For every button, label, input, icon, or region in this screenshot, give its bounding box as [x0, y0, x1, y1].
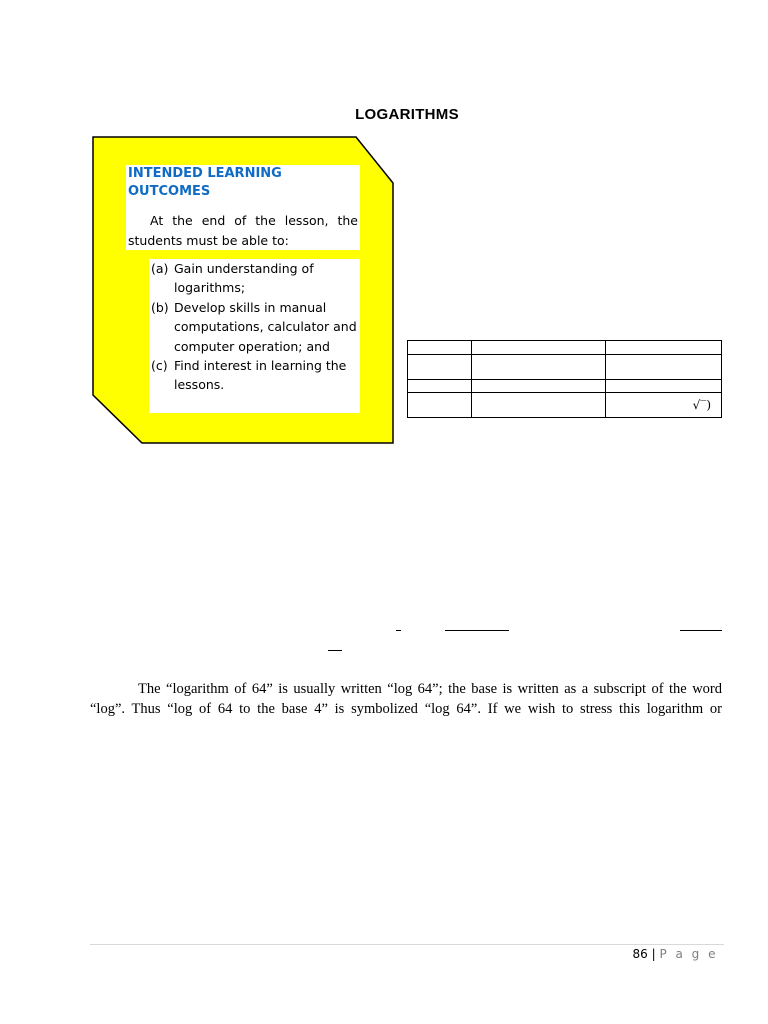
fraction-bar	[396, 630, 401, 631]
page-number: 86	[632, 947, 648, 961]
footer-divider	[90, 944, 724, 945]
fraction-bar	[328, 650, 342, 651]
table-cell	[472, 380, 605, 393]
table-cell	[408, 341, 472, 355]
page-title: LOGARITHMS	[355, 106, 459, 123]
table-cell	[605, 393, 721, 418]
list-item-marker: (b)	[151, 300, 169, 315]
table-cell	[408, 355, 472, 380]
fraction-bar	[680, 630, 722, 631]
outcomes-intro: At the end of the lesson, the students must be able to:	[128, 213, 358, 248]
list-item-marker: (c)	[151, 358, 168, 373]
page-footer	[632, 947, 718, 961]
page-label: P a g e	[659, 947, 718, 961]
list-item-text: Develop skills in manual computations, calculator and computer operation; and	[174, 300, 357, 354]
table-cell	[408, 393, 472, 418]
table-cell	[472, 341, 605, 355]
table-cell	[472, 393, 605, 418]
table-row	[408, 380, 722, 393]
table-row	[408, 393, 722, 418]
list-item-text: Gain understanding of logarithms;	[174, 261, 314, 296]
footer-separator: |	[651, 947, 656, 961]
table-cell	[605, 380, 721, 393]
table-cell	[408, 380, 472, 393]
outcomes-heading: INTENDED LEARNING OUTCOMES	[128, 166, 282, 199]
table-row	[408, 355, 722, 380]
table-cell	[605, 341, 721, 355]
fraction-bar	[445, 630, 509, 631]
body-paragraph: The “logarithm of 64” is usually written “log 64”; the base is written as a subscript of the word “log”. Thus “log of 64 to the base 4” is symbolized “log 64”. If we wish to stress this logarithm or	[90, 681, 722, 717]
list-item-marker: (a)	[151, 261, 169, 276]
table-cell	[472, 355, 605, 380]
table-row	[408, 341, 722, 355]
outcomes-list	[149, 259, 360, 413]
outcomes-header-box	[126, 165, 360, 250]
sqrt-symbol: √‾)	[692, 398, 711, 412]
data-table	[407, 340, 722, 418]
table-cell	[605, 355, 721, 380]
list-item-text: Find interest in learning the lessons.	[174, 358, 347, 393]
